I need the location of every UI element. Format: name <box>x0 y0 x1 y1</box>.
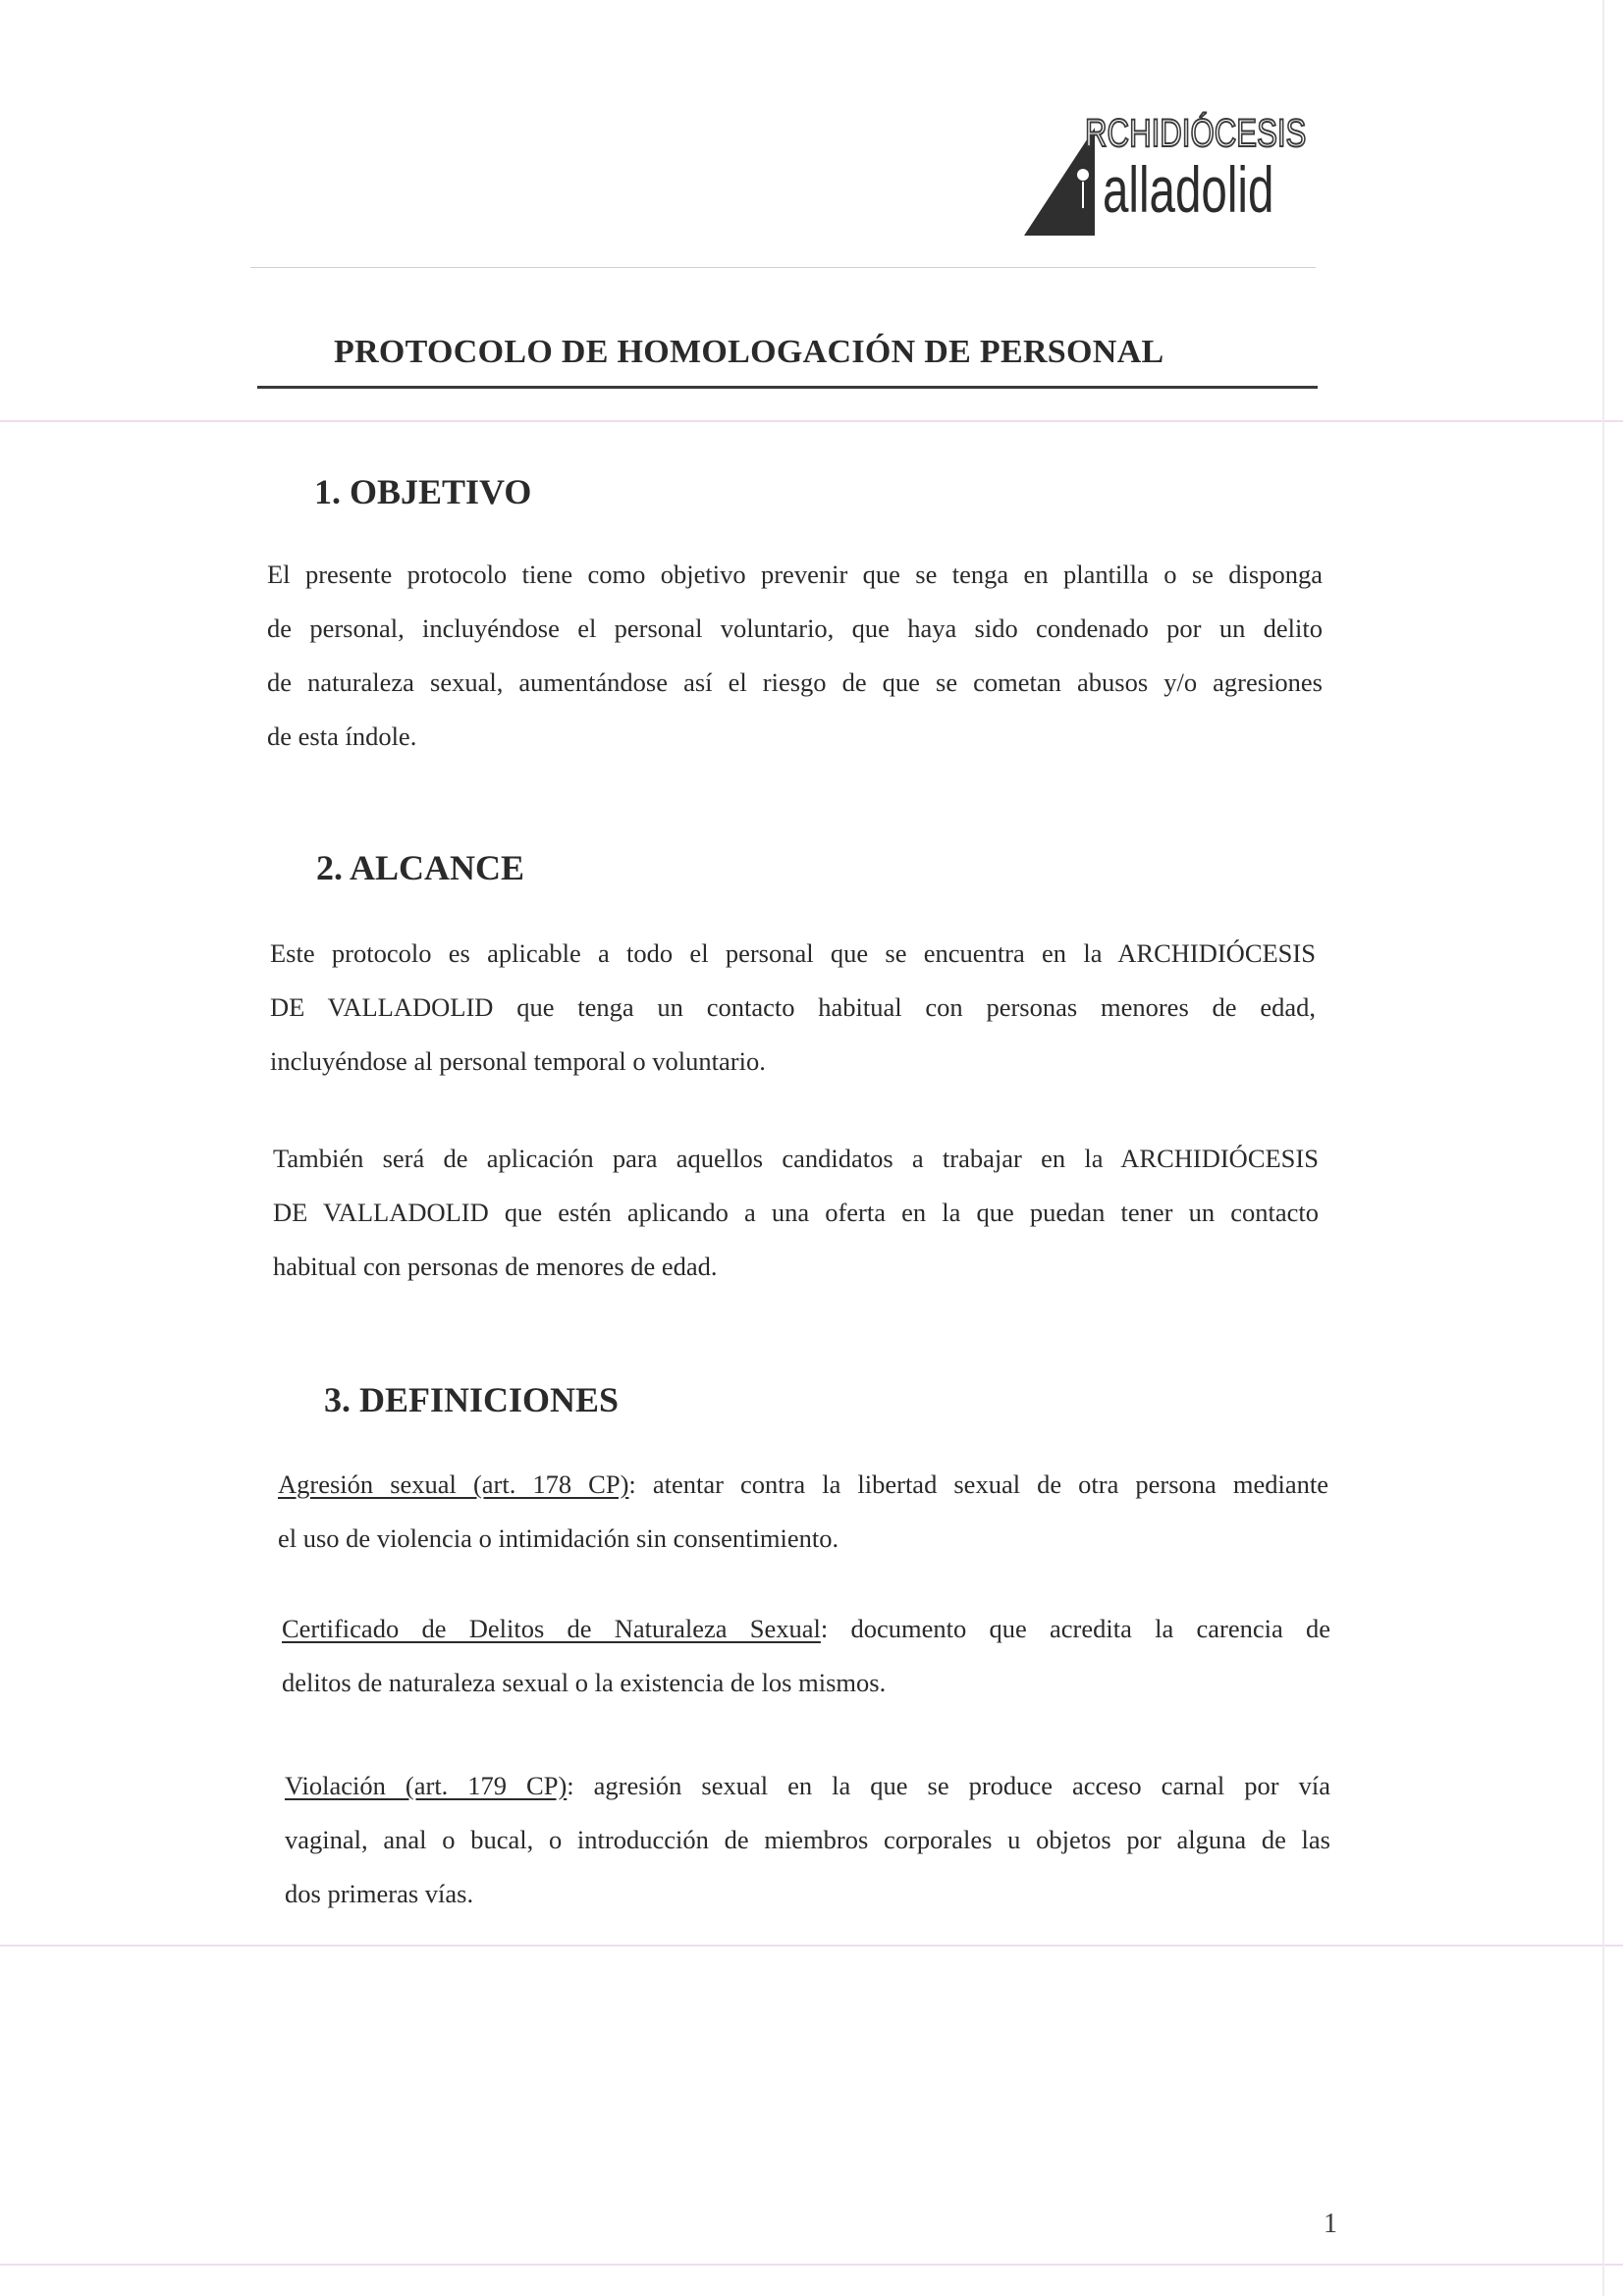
section-heading-objetivo: 1. OBJETIVO <box>314 472 532 511</box>
definition-certificado <box>282 1602 1330 1710</box>
definition-first-line <box>278 1458 1328 1512</box>
paragraph-line: de esta índole. <box>267 721 417 751</box>
paragraph-line: de naturaleza sexual, aumentándose así el riesgo de que se cometan abusos y/o agresiones <box>267 667 1323 697</box>
title-underline <box>257 386 1318 389</box>
paragraph-line: Este protocolo es aplicable a todo el personal que se encuentra en la ARCHIDIÓCESIS <box>270 938 1316 968</box>
logo-wordmark-bottom: alladolid <box>1103 153 1274 226</box>
objetivo-paragraph <box>267 548 1323 764</box>
scan-line <box>0 2264 1623 2266</box>
paragraph-line: habitual con personas de menores de edad. <box>273 1252 718 1281</box>
definition-term: Agresión sexual (art. 178 CP) <box>278 1469 629 1499</box>
paragraph-line: de personal, incluyéndose el personal voluntario, que haya sido condenado por un delito <box>267 614 1323 643</box>
paragraph-line: delitos de naturaleza sexual o la existencia de los mismos. <box>282 1668 887 1697</box>
definition-term: Violación (art. 179 CP) <box>285 1771 568 1800</box>
archdiocese-logo <box>1024 110 1319 242</box>
paragraph-line: dos primeras vías. <box>285 1879 474 1908</box>
scan-line <box>0 420 1623 422</box>
definition-first-line <box>285 1759 1330 1813</box>
definition-text: : documento que acredita la carencia de <box>820 1614 1330 1643</box>
paragraph-line: el uso de violencia o intimidación sin consentimiento. <box>278 1523 839 1553</box>
paragraph-line: incluyéndose al personal temporal o voluntario. <box>270 1046 766 1076</box>
alcance-paragraph-2 <box>273 1132 1319 1294</box>
paragraph-line: El presente protocolo tiene como objetivo prevenir que se tenga en plantilla o se disponga <box>267 560 1323 589</box>
paragraph-line: vaginal, anal o bucal, o introducción de miembros corporales u objetos por alguna de las <box>285 1825 1330 1854</box>
section-heading-definiciones: 3. DEFINICIONES <box>324 1380 620 1419</box>
paragraph-line: DE VALLADOLID que estén aplicando a una oferta en la que puedan tener un contacto <box>273 1198 1319 1227</box>
page-edge <box>1602 0 1604 2296</box>
definition-violacion <box>285 1759 1330 1921</box>
paragraph-line: También será de aplicación para aquellos candidatos a trabajar en la ARCHIDIÓCESIS <box>273 1144 1319 1173</box>
definition-text: : agresión sexual en la que se produce acceso carnal por vía <box>567 1771 1330 1800</box>
definition-first-line <box>282 1602 1330 1656</box>
header-divider <box>250 267 1316 268</box>
section-heading-alcance: 2. ALCANCE <box>316 848 525 887</box>
logo-wordmark-top: RCHIDIÓCESIS <box>1085 112 1307 155</box>
alcance-paragraph-1 <box>270 927 1316 1089</box>
scan-line <box>0 1945 1623 1947</box>
document-title: PROTOCOLO DE HOMOLOGACIÓN DE PERSONAL <box>334 334 1164 370</box>
definition-term: Certificado de Delitos de Naturaleza Sexual <box>282 1614 821 1643</box>
definition-text: : atentar contra la libertad sexual de otra persona mediante <box>628 1469 1328 1499</box>
definition-agresion-sexual <box>278 1458 1328 1566</box>
paragraph-line: DE VALLADOLID que tenga un contacto habitual con personas menores de edad, <box>270 992 1316 1022</box>
page-number: 1 <box>1324 2209 1337 2239</box>
